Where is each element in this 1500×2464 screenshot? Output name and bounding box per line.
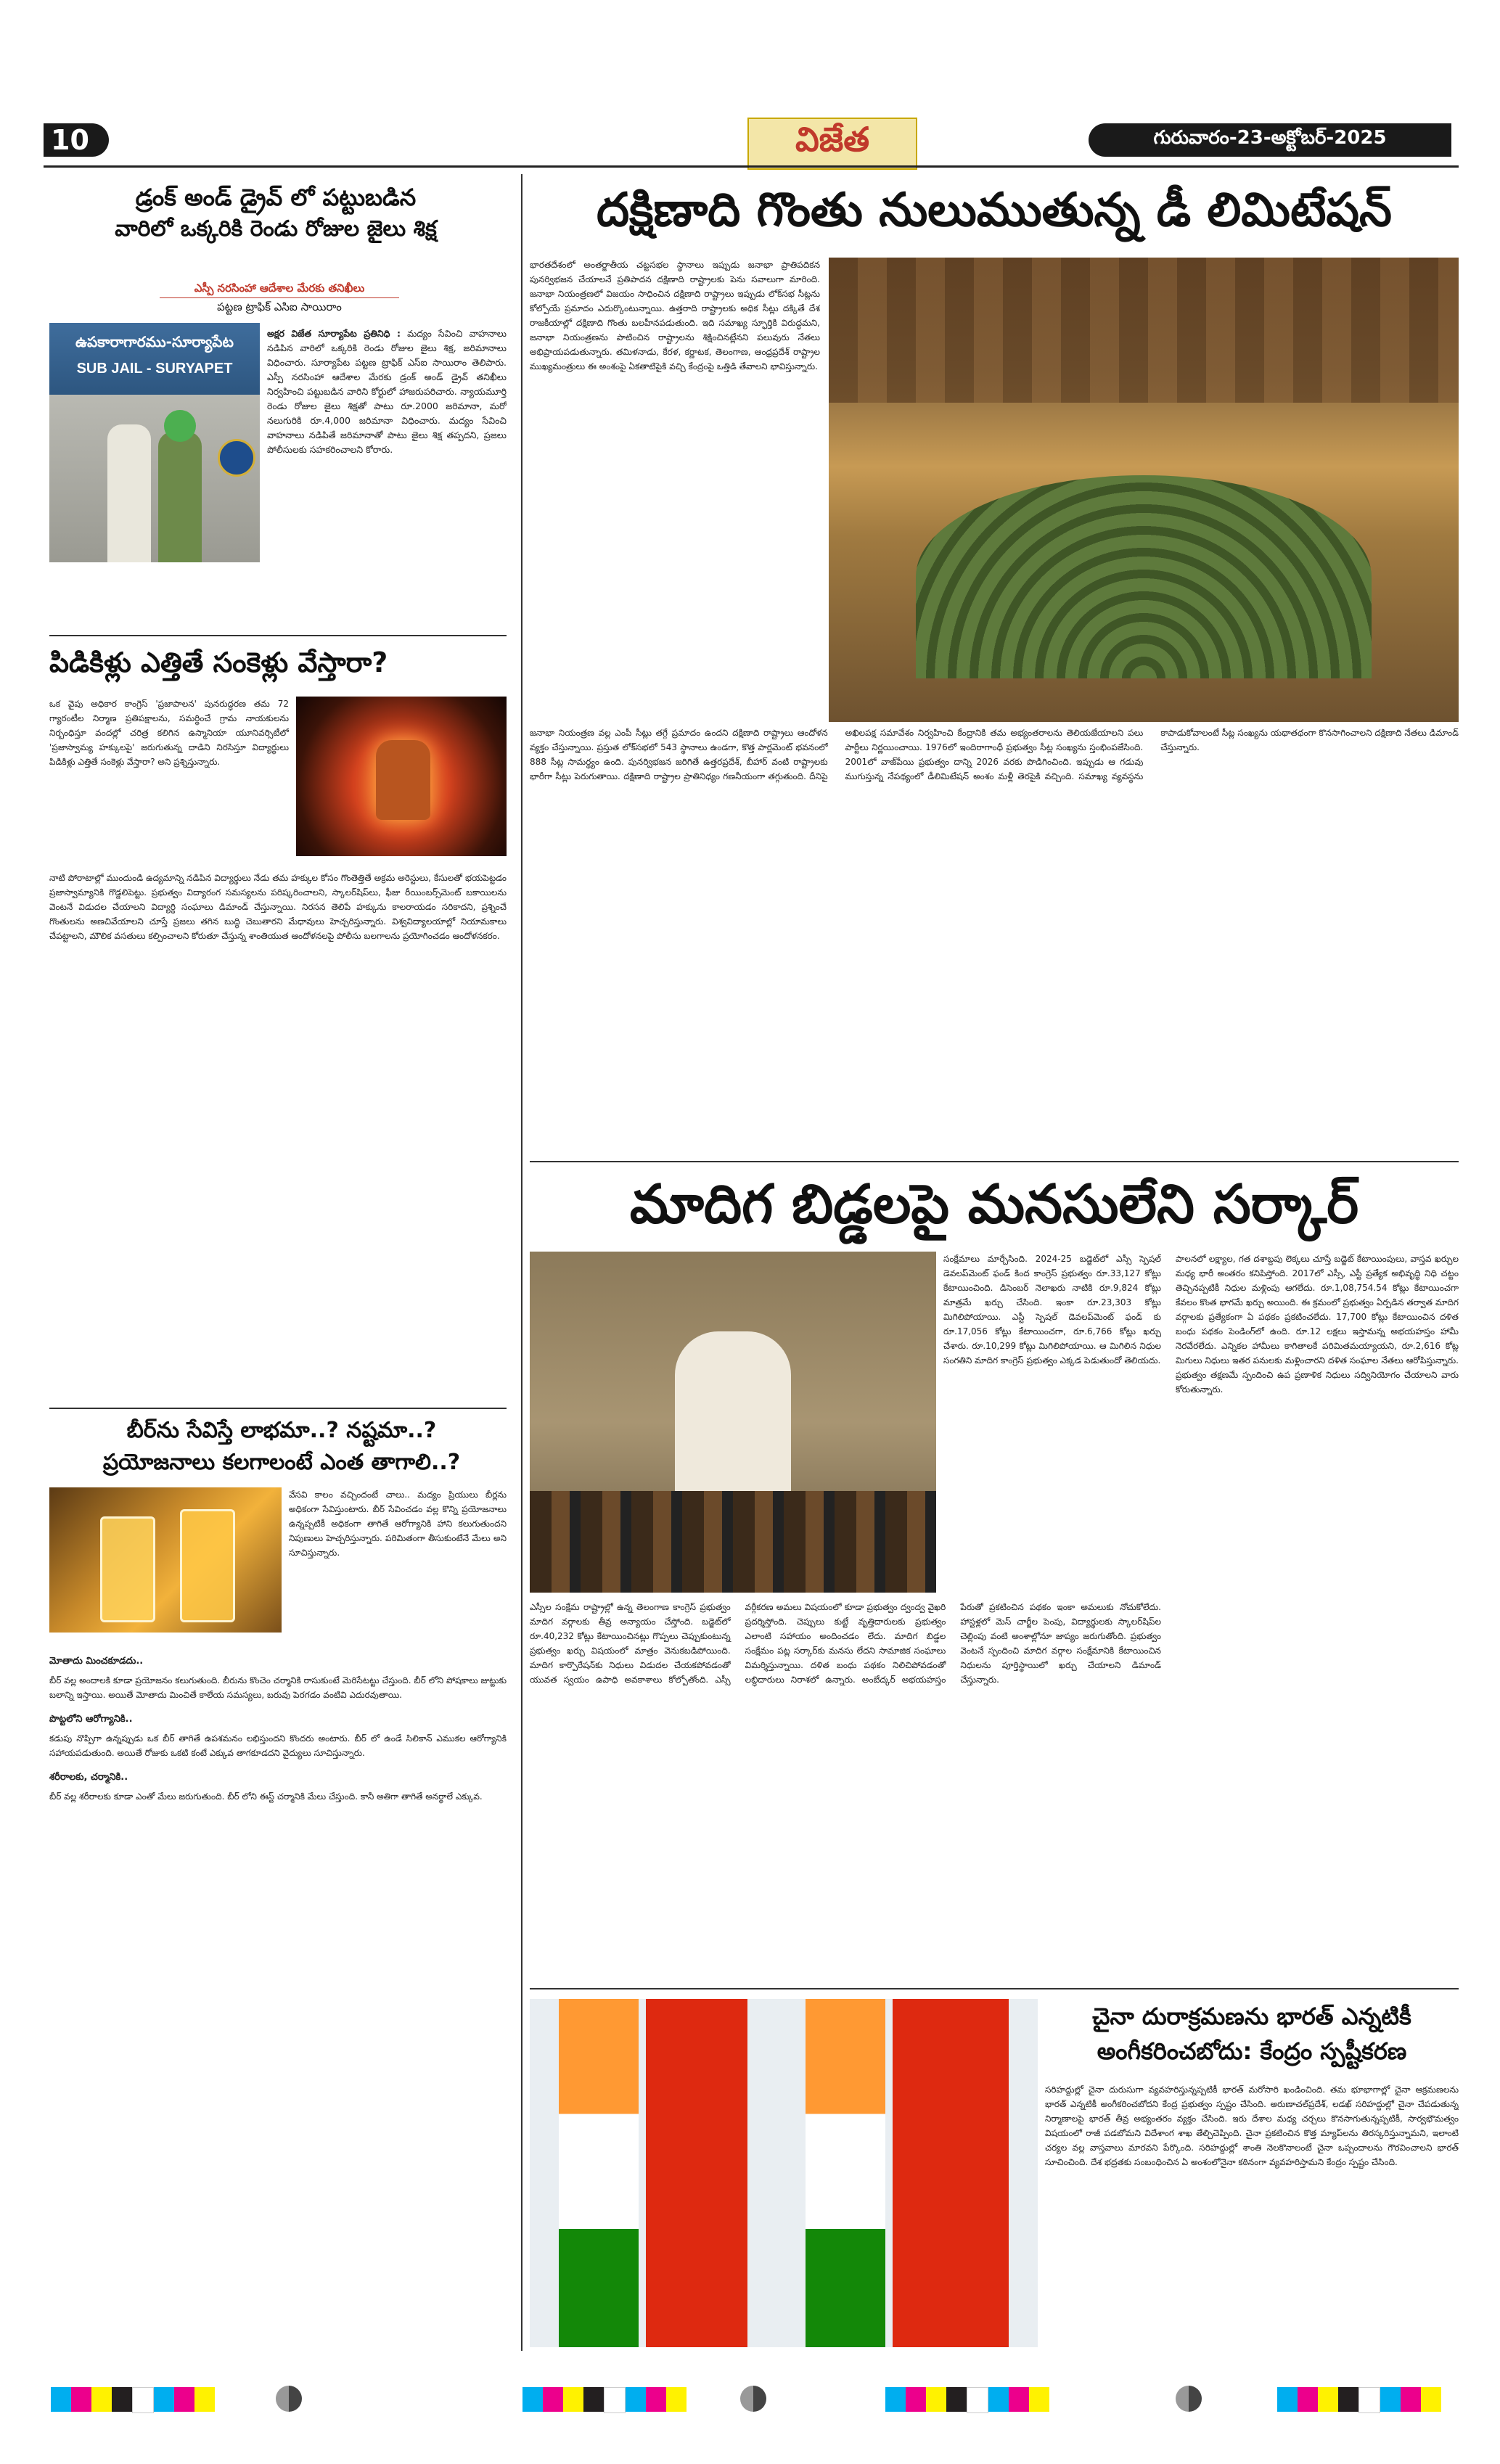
beer-section2-title: పొట్టలోని ఆరోగ్యానికి.. <box>49 1714 133 1725</box>
delimitation-headline: దక్షిణాది గొంతు నులుముతున్న డీ లిమిటేషన్ <box>597 184 1392 237</box>
india-flag-icon <box>559 1999 639 2347</box>
delimitation-body-top <box>530 258 820 722</box>
registration-mark-icon <box>1176 2386 1202 2412</box>
chamber-seats <box>916 475 1372 678</box>
fist-icon <box>376 740 430 820</box>
drunk-drive-byline: అక్షర విజేత సూర్యాపేట ప్రతినిధి : <box>267 328 401 339</box>
delimitation-body-top-text: భారతదేశంలో అంతర్జాతీయ చట్టసభల స్థానాలు ఇప్పుడు జనాభా ప్రాతిపదికన పునర్విభజన చేయాలనే ప్రతిపాదన దక్షిణాది రాష్ట్రాలకు పెను సవాలుగా మారింది. జనాభా నియంత్రణలో విజయం సాధించిన దక్షిణాది రాష్ట్రాలు ఇప్పుడు లోక్‌సభ సీట్లను కోల్పోయే ప్రమాదం ఎదుర్కొంటున్నాయి. ఉత్తరాది రాష్ట్రాలకు అధిక సీట్లు దక్కితే దేశ రాజకీయాల్లో దక్షిణాది గొంతు బలహీనపడుతుంది. ఇది సమాఖ్య స్ఫూర్తికి విరుద్ధమని, జనాభా నియంత్రణను పాటించిన రాష్ట్రాలను శిక్షించినట్లేనని పలువురు నేతలు అభిప్రాయపడుతున్నారు. తమిళనాడు, కేరళ, కర్ణాటక, తెలంగాణ, ఆంధ్రప్రదేశ్ రాష్ట్రాల ముఖ్యమంత్రులు ఈ అంశంపై ఏకతాటిపైకి వచ్చి కేంద్రంపై ఒత్తిడి తేవాలని భావిస్తున్నారు. <box>530 260 820 371</box>
beer-body <box>49 1654 507 2351</box>
delimitation-body-bottom <box>530 726 1459 994</box>
beer-section1-body: బీర్ వల్ల అందాలకి కూడా ప్రయోజనం కలుగుతుంది. బీరును కొంచెం చర్మానికి రాసుకుంటే మెరిసేటట్టు చేస్తుంది. బీర్ లోని పోషకాలు జుట్టుకు బలాన్ని ఇస్తాయి. అయితే మోతాదు మించితే కాలేయ సమస్యలు, బరువు పెరగడం వంటివి ఎదురవుతాయి. <box>49 1675 507 1700</box>
color-registration-bar <box>51 2387 215 2412</box>
drunk-drive-subhead: ఎస్పీ నరసింహా ఆదేశాల మేరకు తనిఖీలు <box>160 282 399 298</box>
left-divider-1 <box>49 635 507 636</box>
newspaper-masthead <box>747 118 917 170</box>
jail-sign-telugu: ఉపకారాగారము-సూర్యాపేట <box>75 333 234 350</box>
left-divider-2 <box>49 1408 507 1409</box>
chamber-ceiling <box>829 258 1459 403</box>
india-china-flags-photo <box>530 1999 1038 2347</box>
beer-section3-body: బీర్ వల్ల శరీరాలకు కూడా ఎంతో మేలు జరుగుతుంది. బీర్ లోని ఈస్ట్ చర్మానికి మేలు చేస్తుంది. కానీ అతిగా తాగితే అనర్థాలే ఎక్కువ. <box>49 1791 483 1802</box>
drunk-drive-headline-line1: డ్రంక్ అండ్ డ్రైవ్ లో పట్టుబడిన <box>135 184 417 211</box>
fists-headline: పిడికిళ్లు ఎత్తితే సంకెళ్లు వేస్తారా? <box>49 646 388 678</box>
china-headline <box>1045 1999 1459 2069</box>
madiga-headline: మాదిగ బిడ్డలపై మనసులేని సర్కార్ <box>629 1173 1359 1236</box>
jail-sign-english: SUB JAIL - SURYAPET <box>76 361 233 377</box>
fists-body-main <box>49 871 507 1393</box>
beer-section1-title: మోతాదు మించకూడదు.. <box>49 1656 144 1667</box>
footwear-row <box>530 1491 936 1593</box>
china-body <box>1045 2082 1459 2344</box>
china-flag-icon <box>646 1999 747 2347</box>
face-blur <box>164 410 196 442</box>
issue-date-text: గురువారం-23-అక్టోబర్-2025 <box>1153 127 1387 149</box>
beer-section2-body: కడుపు నొప్పిగా ఉన్నప్పుడు ఒక బీర్ తాగితే ఉపశమనం లభిస్తుందని కొందరు అంటారు. బీర్ లో ఉండే సిలికాన్ ఎముకల ఆరోగ్యానికి సహాయపడుతుంది. అయితే రోజుకు ఒకటి కంటే ఎక్కువ తాగకూడదని వైద్యులు సూచిస్తున్నారు. <box>49 1733 507 1758</box>
sub-jail-photo <box>49 323 260 562</box>
page-number-text: 10 <box>51 124 89 156</box>
madiga-body-right-of-photo-text: సంక్షేమాలు మార్చేసింది. 2024-25 బడ్జెట్‌లో ఎస్సీ స్పెషల్ డెవలప్‌మెంట్ ఫండ్ కింద కాంగ్రెస్ ప్రభుత్వం రూ.33,127 కోట్లు కేటాయించింది. డిసెంబర్ నెలాఖరు నాటికి రూ.9,824 కోట్లు మాత్రమే ఖర్చు చేసింది. ఇంకా రూ.23,303 కోట్లు మిగిలిపోయాయి. ఎస్టీ స్పెషల్ డెవలప్‌మెంట్ ఫండ్ కు రూ.17,056 కోట్లు కేటాయించగా, రూ.6,766 కోట్లు ఖర్చు చేశారు. రూ.10,299 కోట్లు మిగిలిపోయాయి. ఆ మిగిలిన నిధుల సంగతిని మాదిగ కాంగ్రెస్ ప్రభుత్వం ఎక్కడ పెడుతుందో తెలియదు. <box>943 1254 1161 1366</box>
cobbler-photo <box>530 1252 936 1593</box>
issue-date <box>1089 123 1451 157</box>
beer-glass-icon <box>180 1509 235 1622</box>
main-divider-1 <box>530 1161 1459 1162</box>
registration-mark-icon <box>276 2386 302 2412</box>
beer-intro-text: వేసవి కాలం వచ్చిందంటే చాలు.. మద్యం ప్రియులు బీర్లను అధికంగా సేవిస్తుంటారు. బీర్ సేవించడం వల్ల కొన్ని ప్రయోజనాలు ఉన్నప్పటికీ అధికంగా తాగితే ఆరోగ్యానికి హాని కలుగుతుందని నిపుణులు హెచ్చరిస్తున్నారు. పరిమితంగా తీసుకుంటేనే మేలు అని సూచిస్తున్నారు. <box>289 1490 507 1558</box>
color-registration-bar <box>885 2387 1049 2412</box>
china-flag-icon <box>893 1999 1009 2347</box>
police-logo-icon <box>218 439 255 477</box>
china-headline-line1: చైనా దురాక్రమణను భారత్ ఎన్నటికీ <box>1092 2003 1411 2030</box>
fists-body-top <box>49 697 289 863</box>
china-body-text: సరిహద్దుల్లో చైనా దురుసుగా వ్యవహరిస్తున్నప్పటికీ భారత్ మరోసారి ఖండించింది. తమ భూభాగాల్లో చైనా ఆక్రమణలను భారత్ ఎన్నటికీ అంగీకరించబోదని కేంద్ర ప్రభుత్వం స్పష్టం చేసింది. అరుణాచల్‌ప్రదేశ్, లడఖ్ సరిహద్దుల్లో చైనా చేపడుతున్న నిర్మాణాలపై భారత్ తీవ్ర అభ్యంతరం వ్యక్తం చేసింది. ఇరు దేశాల మధ్య చర్చలు కొనసాగుతున్నప్పటికీ, సార్వభౌమత్వం విషయంలో రాజీ పడబోమని విదేశాంగ శాఖ తేల్చిచెప్పింది. చైనా ప్రకటించిన కొత్త మ్యాప్‌లను తిరస్కరిస్తున్నామని, ఇలాంటి చర్యల వల్ల వాస్తవాలు మారవని పేర్కొంది. సరిహద్దుల్లో శాంతి నెలకొనాలంటే చైనా ఒప్పందాలను గౌరవించాలని భారత్ సూచించింది. దేశ భద్రతకు సంబంధించిన ఏ అంశంలోనైనా కఠినంగా వ్యవహరిస్తామని కేంద్రం స్పష్టం చేసింది. <box>1045 2085 1459 2167</box>
delimitation-body-bottom-text: జనాభా నియంత్రణ వల్ల ఎంపీ సీట్లు తగ్గే ప్రమాదం ఉందని దక్షిణాది రాష్ట్రాలు ఆందోళన వ్యక్తం చేస్తున్నాయి. ప్రస్తుత లోక్‌సభలో 543 స్థానాలు ఉండగా, కొత్త పార్లమెంట్ భవనంలో 888 సీట్ల సామర్థ్యం ఉంది. పునర్విభజన జరిగితే ఉత్తరప్రదేశ్, బీహార్ వంటి రాష్ట్రాలకు భారీగా సీట్లు పెరుగుతాయి. దక్షిణాది రాష్ట్రాల ప్రాతినిధ్యం గణనీయంగా తగ్గుతుంది. దీనిపై అఖిలపక్ష సమావేశం నిర్వహించి కేంద్రానికి తమ అభ్యంతరాలను తెలియజేయాలని పలు పార్టీలు నిర్ణయించాయి. 1976లో ఇందిరాగాంధీ ప్రభుత్వం సీట్ల సంఖ్యను స్తంభింపజేసింది. 2001లో వాజ్‌పేయి ప్రభుత్వం దాన్ని 2026 వరకు పొడిగించింది. ఇప్పుడు ఆ గడువు ముగుస్తున్న నేపథ్యంలో డీలిమిటేషన్ అంశం మళ్లీ తెరపైకి వచ్చింది. సమాఖ్య వ్యవస్థను కాపాడుకోవాలంటే సీట్ల సంఖ్యను యథాతథంగా కొనసాగించాలని దక్షిణాది నేతలు డిమాండ్ చేస్తున్నారు. <box>530 728 1459 781</box>
fists-body-main-text: నాటి పోరాటాల్లో ముందుండి ఉద్యమాన్ని నడిపిన విద్యార్థులు నేడు తమ హక్కుల కోసం గొంతెత్తితే అక్రమ అరెస్టులు, కేసులతో భయపెట్టడం ప్రజాస్వామ్యానికి గొడ్డలిపెట్టు. ప్రభుత్వం విద్యారంగ సమస్యలను పరిష్కరించాలని, స్కాలర్‌షిప్‌లు, ఫీజు రీయింబర్స్‌మెంట్ బకాయిలను వెంటనే విడుదల చేయాలని విద్యార్థి సంఘాలు డిమాండ్ చేస్తున్నాయి. నిరసన తెలిపే హక్కును కాలరాయడం సరికాదని, ప్రశ్నించే గొంతులను అణచివేయాలని చూస్తే ప్రజలు తగిన బుద్ధి చెబుతారని మేధావులు హెచ్చరిస్తున్నారు. విశ్వవిద్యాలయాల్లో నియామకాలు చేపట్టాలని, మౌలిక వసతులు కల్పించాలని కోరుతూ చేస్తున్న శాంతియుత ఆందోళనలపై పోలీసు బలగాలను ప్రయోగించడం ఆందోళనకరం. <box>49 873 507 941</box>
india-flag-icon <box>806 1999 885 2347</box>
officer-figure <box>107 424 151 562</box>
beer-glass-icon <box>100 1516 155 1622</box>
fists-body-top-text: ఒక వైపు అధికార కాంగ్రెస్ 'ప్రజాపాలన' పునరుద్ధరణ తమ 72 గ్యారంటీల నిర్మాణ ప్రతిపక్షాలను, సమర్థించే గ్రామ నాయకులను నిర్బంధిస్తూ వందల్లో చరిత్ర కలిగిన ఉస్మానియా యూనివర్సిటీలో 'ప్రజాస్వామ్య హక్కులపై' జరుగుతున్న దాడిని నిరసిస్తూ విద్యార్థులు పిడికిళ్లు ఎత్తితే సంకెళ్లు వేస్తారా? అని ప్రశ్నిస్తున్నారు. <box>49 699 289 767</box>
beer-intro <box>289 1487 507 1647</box>
parliament-chamber-photo <box>829 258 1459 722</box>
beer-headline-line1: బీర్‌ను సేవిస్తే లాభమా..? నష్టమా..? <box>126 1418 437 1443</box>
accused-figure <box>158 432 202 562</box>
main-divider-2 <box>530 1988 1459 1989</box>
color-registration-bar <box>522 2387 687 2412</box>
beer-headline-line2: ప్రయోజనాలు కలగాలంటే ఎంత తాగాలి..? <box>102 1450 461 1475</box>
beer-glasses-photo <box>49 1487 282 1633</box>
cobbler-figure <box>675 1331 791 1506</box>
drunk-drive-body <box>267 327 507 566</box>
column-divider <box>521 174 522 2351</box>
madiga-body-right-of-photo <box>943 1252 1161 1593</box>
beer-section3-title: శరీరాలకు, చర్మానికి.. <box>49 1772 128 1783</box>
color-registration-bar <box>1277 2387 1441 2412</box>
drunk-drive-headline-line2: వారిలో ఒక్కరికి రెండు రోజుల జైలు శిక్ష <box>115 216 437 242</box>
madiga-body-lower <box>530 1600 1161 1984</box>
masthead-text: విజేత <box>795 120 870 159</box>
raised-fist-photo <box>296 697 507 856</box>
madiga-body-right-text: పాలనలో లక్ష్యాల, గత దశాబ్దపు లెక్కలు చూస్తే బడ్జెట్ కేటాయింపులు, వాస్తవ ఖర్చుల మధ్య భారీ అంతరం కనిపిస్తోంది. 2017లో ఎస్సీ, ఎస్టీ ప్రత్యేక అభివృద్ధి నిధి చట్టం తెచ్చినప్పటికీ నిధుల మళ్లింపు ఆగలేదు. రూ.1,08,754.54 కోట్లు కేటాయించగా కేవలం కొంత భాగమే ఖర్చు అయింది. ఈ క్రమంలో ప్రభుత్వం ఏర్పడిన తర్వాత మాదిగ వర్గాలకు ప్రత్యేకంగా ఏ పథకం ప్రకటించలేదు. 17,700 కోట్లు కేటాయించిన దళిత బంధు పథకం పెండింగ్‌లో ఉంది. రూ.12 లక్షలు ఇస్తామన్న అభయహస్తం హామీ నెరవేరలేదు. ఎన్నికల హామీలు కాగితాలకే పరిమితమయ్యాయని, రూ.2,616 కోట్ల మిగులు నిధులు ఇతర పనులకు మళ్లించారని దళిత సంఘాల నేతలు ఆరోపిస్తున్నారు. ప్రభుత్వం తక్షణమే స్పందించి ఉప ప్రణాళిక నిధులు సద్వినియోగం చేయాలని వారు కోరుతున్నారు. <box>1176 1254 1459 1395</box>
china-headline-line2: అంగీకరించబోదు: కేంద్రం స్పష్టీకరణ <box>1097 2037 1407 2065</box>
header-rule <box>44 165 1459 168</box>
drunk-drive-subhead2: పట్టణ ట్రాఫిక్ ఎసిఐ సాయిరాం <box>217 300 342 313</box>
beer-headline <box>49 1415 514 1479</box>
madiga-body-right <box>1176 1252 1459 1984</box>
registration-mark-icon <box>740 2386 766 2412</box>
drunk-drive-body-text: మద్యం సేవించి వాహనాలు నడిపిన వారిలో ఒక్కరికి రెండు రోజుల జైలు శిక్ష, జరిమానాలు విధించారు. సూర్యాపేట పట్టణ ట్రాఫిక్ ఎస్ఐ సాయిరాం తెలిపారు. ఎస్పీ నరసింహా ఆదేశాల మేరకు డ్రంక్ అండ్ డ్రైవ్ తనిఖీలు నిర్వహించి పట్టుబడిన వారిని కోర్టులో హాజరుపరిచారు. న్యాయమూర్తి రెండు రోజుల జైలు శిక్షతో పాటు రూ.2000 జరిమానా, మరో నలుగురికి రూ.4,000 జరిమానా విధించారు. మద్యం సేవించి వాహనాలు నడిపితే జరిమానాతో పాటు జైలు శిక్ష తప్పదని, ప్రజలు పోలీసులకు సహకరించాలని కోరారు. <box>267 328 507 455</box>
page-number <box>44 123 109 157</box>
madiga-body-lower-text: ఎస్సీల సంక్షేమ రాష్ట్రాల్లో ఉన్న తెలంగాణ కాంగ్రెస్ ప్రభుత్వం మాదిగ వర్గాలకు తీవ్ర అన్యాయం చేస్తోంది. బడ్జెట్‌లో రూ.40,232 కోట్లు కేటాయించినట్లు గొప్పలు చెప్పుకుంటున్న ప్రభుత్వం ఖర్చు విషయంలో మాత్రం వెనుకబడిపోయింది. మాదిగ కార్పొరేషన్‌కు నిధులు విడుదల చేయకపోవడంతో యువత స్వయం ఉపాధి అవకాశాలు కోల్పోతోంది. ఎస్సీ వర్గీకరణ అమలు విషయంలో కూడా ప్రభుత్వం ద్వంద్వ వైఖరి ప్రదర్శిస్తోంది. చెప్పులు కుట్టే వృత్తిదారులకు ప్రభుత్వం ఎలాంటి సహాయం అందించడం లేదు. మాదిగ బిడ్డల సంక్షేమం పట్ల సర్కార్‌కు మనసు లేదని సామాజిక సంఘాలు విమర్శిస్తున్నాయి. దళిత బంధు పథకం నిలిచిపోవడంతో లబ్ధిదారులు నిరాశలో ఉన్నారు. అంబేద్కర్ అభయహస్తం పేరుతో ప్రకటించిన పథకం ఇంకా అమలుకు నోచుకోలేదు. హాస్టళ్లలో మెస్ చార్జీల పెంపు, విద్యార్థులకు స్కాలర్‌షిప్‌ల చెల్లింపు వంటి అంశాల్లోనూ జాప్యం జరుగుతోంది. ప్రభుత్వం వెంటనే స్పందించి మాదిగ వర్గాల సంక్షేమానికి కేటాయించిన నిధులను పూర్తిస్థాయిలో ఖర్చు చేయాలని డిమాండ్ చేస్తున్నారు. <box>530 1602 1161 1685</box>
drunk-drive-headline <box>87 181 464 245</box>
